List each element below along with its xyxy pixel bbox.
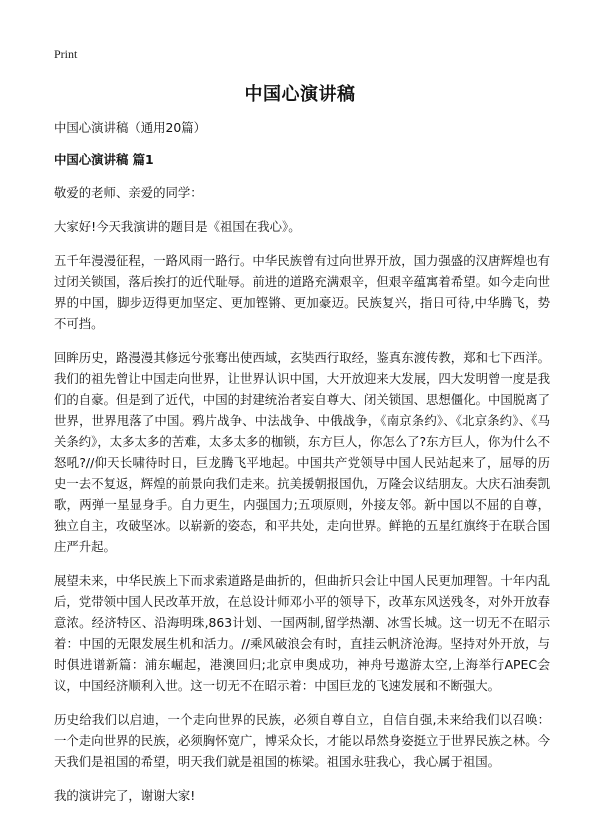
- section-heading: 中国心演讲稿 篇1: [54, 152, 154, 167]
- closing-paragraph: 我的演讲完了，谢谢大家!: [54, 788, 196, 803]
- greeting-paragraph: 大家好!今天我演讲的题目是《祖国在我心》。: [54, 219, 301, 234]
- article-body: [54, 117, 550, 819]
- document-subtitle: 中国心演讲稿（通用20篇）: [54, 120, 207, 135]
- salutation: 敬爱的老师、亲爱的同学：: [54, 185, 203, 200]
- body-paragraph: 五千年漫漫征程，一路风雨一路行。中华民族曾有过向世界开放，国力强盛的汉唐辉煌也有过闭关锁国，落后挨打的近代耻辱。前进的道路充满艰辛，但艰辛蕴寓着希望。如今走向世界的中国，脚步迈得更加坚定、更加铿锵、更加豪迈。民族复兴，指日可待,中华腾飞，势不可挡。: [54, 253, 550, 331]
- body-paragraph: 展望未来，中华民族上下而求索道路是曲折的，但曲折只会让中国人民更加理智。十年内乱后，党带领中国人民改革开放，在总设计师邓小平的领导下，改革东风送残冬，对外开放春意浓。经济特区、沿海明珠,863计划、一国两制,留学热潮、冰雪长城。这一切无不在昭示着：中国的无限发展生机和活力。//乘风破浪会有时，直挂云帆济沧海。坚持对外开放，与时俱进谱新篇：浦东崛起，港澳回归;北京申奥成功，神舟号遨游太空,上海举行APEC会议，中国经济顺利入世。这一切无不在昭示着：中国巨龙的飞速发展和不断强大。: [54, 573, 550, 693]
- print-link[interactable]: Print: [54, 47, 78, 61]
- body-paragraph: 历史给我们以启迪，一个走向世界的民族，必须自尊自立，自信自强,未来给我们以召唤：一个走向世界的民族，必须胸怀宽广，博采众长，才能以昂然身姿挺立于世界民族之林。今天我们是祖国的希望，明天我们就是祖国的栋梁。祖国永驻我心，我心属于祖国。: [54, 712, 550, 769]
- body-paragraph: 回眸历史，路漫漫其修远兮张骞出使西域，玄奘西行取经，鉴真东渡传教，郑和七下西洋。我们的祖先曾让中国走向世界，让世界认识中国，大开放迎来大发展，四大发明曾一度是我们的自豪。但是到了近代，中国的封建统治者妄自尊大、闭关锁国、思想僵化。中国脱离了世界，世界甩落了中国。鸦片战争、中法战争、中俄战争，《南京条约》、《北京条约》、《马关条约》，太多太多的苦难，太多太多的枷锁，东方巨人，你怎么了?东方巨人，你为什么不怒吼?//仰天长啸待时日，巨龙腾飞平地起。中国共产党领导中国人民站起来了，屈辱的历史一去不复返，辉煌的前景向我们走来。抗美援朝报国仇，万隆会议结朋友。大庆石油奏凯歌，两弹一星显身手。自力更生，内强国力;五项原则，外接友邻。新中国以不屈的自尊，独立自主，攻破坚冰。以崭新的姿态，和平共处，走向世界。鲜艳的五星红旗终于在联合国庄严升起。: [54, 350, 551, 554]
- page-title: 中国心演讲稿: [244, 84, 356, 105]
